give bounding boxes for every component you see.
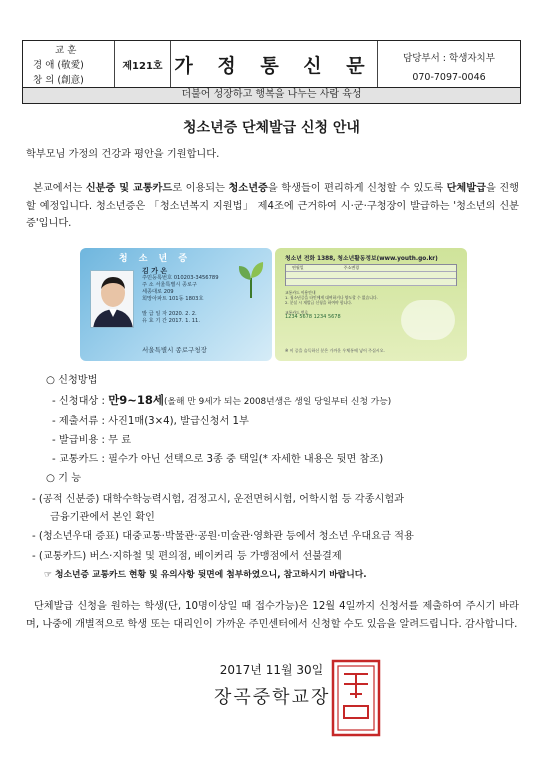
function-id-card-cont: 금융기관에서 본인 확인 xyxy=(50,512,155,523)
document-date: 2017년 11월 30일 xyxy=(219,663,324,677)
official-seal-icon xyxy=(330,658,382,738)
department: 담당부서 : 학생자치부 xyxy=(403,53,495,64)
motto-label: 교 훈 xyxy=(55,45,77,56)
closing-paragraph: 단체발급 신청을 원하는 학생(단, 10명이상일 때 접수가능)은 12월 4일까지 신청서를 제출하여 주시기 바라며, 나중에 개별적으로 학생 또는 대리인이 가까운 주민센터에서 신청할 수도 있음을 알려드립니다. 감사합니다. xyxy=(26,601,519,630)
card-issuer: 서울특별시 종로구청장 xyxy=(142,346,207,354)
motto-line: 창 의 (創意) xyxy=(33,75,84,86)
card-back-title: 청소년 전화 1388, 청소년활동정보(www.youth.go.kr) xyxy=(285,256,438,262)
school-slogan: 더불어 성장하고 행복을 나누는 사람 육성 xyxy=(22,88,521,104)
section-heading-method: ○ 신청방법 xyxy=(46,375,98,386)
greeting: 학부모님 가정의 건강과 평안을 기원합니다. xyxy=(26,149,220,160)
apply-target: - 신청대상 : 만9~18세(올해 만 9세가 되는 2008년생은 생일 당일부터 신청 가능) xyxy=(52,393,392,407)
card-back-logo-icon xyxy=(401,300,455,340)
id-card-front-image xyxy=(80,248,272,361)
newsletter-header xyxy=(22,40,521,88)
phone-number: 070-7097-0046 xyxy=(412,72,486,83)
motto-line: 경 애 (敬愛) xyxy=(33,60,84,71)
intro-paragraph: 본교에서는 신분증 및 교통카드로 이용되는 청소년증을 학생들이 편리하게 신청할 수 있도록 단체발급을 진행할 예정입니다. 청소년증은 「청소년복지 지원법」 제4조에 근거하여 시·군·구청장이 발급하는 '청소년의 신분증'입니다. xyxy=(26,183,520,229)
address-change-grid: 연월일 주소변경 xyxy=(285,264,457,286)
issue-cost: - 발급비용 : 무 료 xyxy=(52,435,132,446)
page-title: 청소년증 단체발급 신청 안내 xyxy=(183,120,360,136)
required-docs: - 제출서류 : 사진1매(3×4), 발급신청서 1부 xyxy=(52,416,249,427)
sprout-logo-icon xyxy=(236,258,266,298)
function-discount: - (청소년우대 증표) 대중교통·박물관·공원·미술관·영화관 등에서 청소년 우대요금 적용 xyxy=(32,531,414,542)
student-photo xyxy=(90,270,134,328)
principal-signature: 장곡중학교장 xyxy=(214,687,331,708)
card-details: 김 가 온 주민등록번호 010203-3456789 주 소 서울특별시 종로구 세종대로 209 희망아파트 101동 1803호 발 급 일 자 2020. 2. 2. 유 효 기 간 2017. 1. 11. xyxy=(142,268,234,325)
issue-number: 제121호 xyxy=(115,41,171,87)
function-id-card: - (공적 신분증) 대학수학능력시험, 검정고시, 운전면허시험, 어학시험 등 각종시험과 xyxy=(32,494,405,505)
school-motto xyxy=(23,41,115,87)
newsletter-title: 가 정 통 신 문 xyxy=(171,41,378,87)
card-back-footer: ※ 이 증을 습득하신 분은 가까운 우체통에 넣어 주십시오. xyxy=(285,348,385,353)
card-name: 김 가 온 xyxy=(142,267,168,275)
id-card-back-image xyxy=(275,248,467,361)
card-title: 청 소 년 증 xyxy=(118,254,192,264)
contact-info xyxy=(378,41,520,87)
traffic-card-option: - 교통카드 : 필수가 아닌 선택으로 3종 중 택일(* 자세한 내용은 뒷면 참조) xyxy=(52,454,384,465)
function-payment: - (교통카드) 버스·지하철 및 편의점, 베이커리 등 가맹점에서 선불결제 xyxy=(32,551,342,562)
card-back-notes: 교통카드 이용안내 1. 청소년증을 타인에게 대여하거나 양도할 수 없습니다. 2. 분실 시 재발급 신청을 하여야 합니다. 교통카드 번호 1234 5678 1234 5678 xyxy=(285,290,378,320)
reference-note: ☞ 청소년증 교통카드 현황 및 유의사항 뒷면에 첨부하였으니, 참고하시기 바랍니다. xyxy=(44,570,367,580)
section-heading-functions: ○ 기 능 xyxy=(46,473,82,484)
